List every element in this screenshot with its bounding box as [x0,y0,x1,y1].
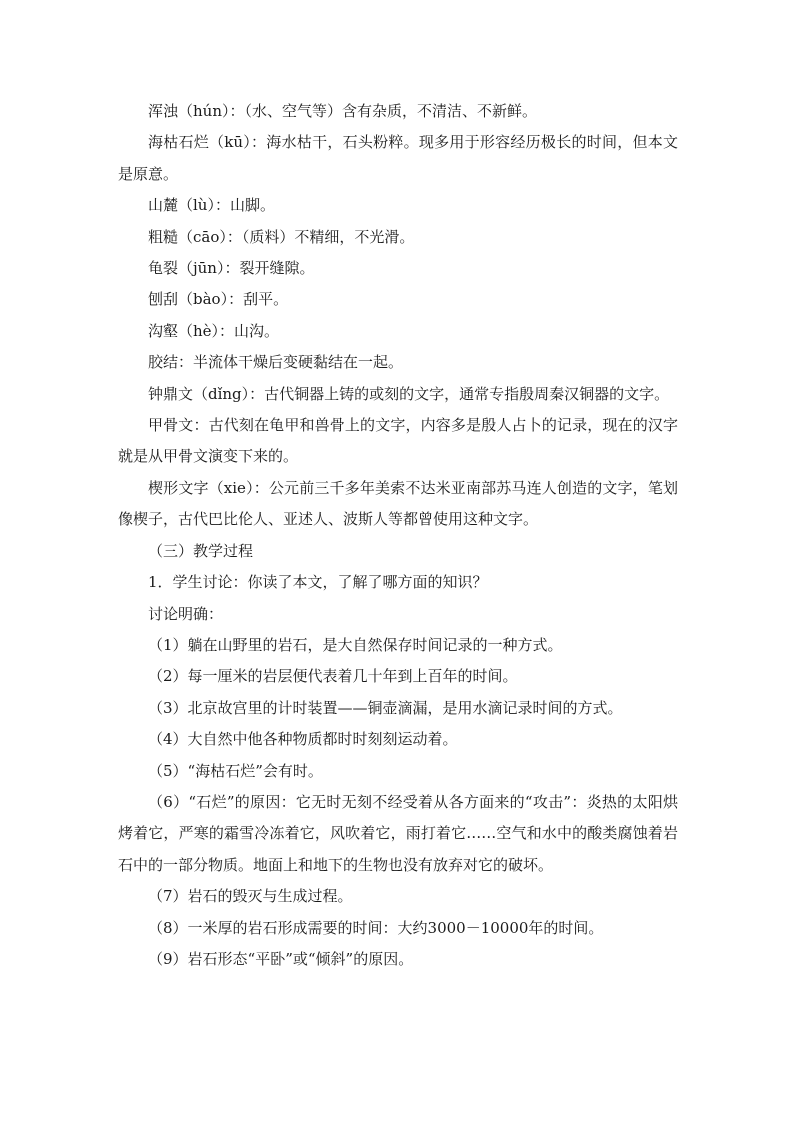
list-item-9: （9）岩石形态“平卧”或“倾斜”的原因。 [148,949,414,968]
list-item-2: （2）每一厘米的岩层便代表着几十年到上百年的时间。 [148,667,518,686]
discussion-question: 1．学生讨论：你读了本文，了解了哪方面的知识？ [148,573,488,592]
document-page [118,96,678,975]
discussion-clarify-label: 讨论明确： [148,604,224,623]
section-heading-teaching-process: （三）教学过程 [148,541,254,560]
list-item-8: （8）一米厚的岩石形成需要的时间：大约3000－10000年的时间。 [148,918,604,937]
term-gouhe: 沟壑（hè）：山沟。 [148,321,280,340]
term-jiaojie: 胶结：半流体干燥后变硬黏结在一起。 [148,353,404,372]
list-item-1: （1）躺在山野里的岩石，是大自然保存时间记录的一种方式。 [148,635,563,654]
term-hunzhuo: 浑浊（hún）：（水、空气等）含有杂质，不清洁、不新鲜。 [148,102,537,120]
term-shanlu: 山麓（lù）：山脚。 [148,196,275,215]
list-item-7: （7）岩石的毁灭与生成过程。 [148,887,353,906]
term-cucao: 粗糙（cāo）：（质料）不精细，不光滑。 [148,227,415,246]
term-zhongdingwen: 钟鼎文（dǐng）：古代铜器上铸的或刻的文字，通常专指殷周秦汉铜器的文字。 [148,384,670,403]
term-xiexingwenzi: 楔形文字（xie）：公元前三千多年美索不达米亚南部苏马连人创造的文字，笔划像楔子，古代巴比伦人、亚述人、波斯人等都曾使用这种文字。 [118,478,678,529]
list-item-4: （4）大自然中他各种物质都时时刻刻运动着。 [148,730,458,749]
term-junlie: 龟裂（jūn）：裂开缝隙。 [148,259,315,278]
list-item-6: （6）“石烂”的原因：它无时无刻不经受着从各方面来的“攻击”：炎热的太阳烘烤着它，严寒的霜雪冷冻着它，风吹着它，雨打着它……空气和水中的酸类腐蚀着岩石中的一部分物质。地面上和地下的生物也没有放弃对它的破坏。 [118,792,678,874]
term-baogua: 刨刮（bào）：刮平。 [148,290,289,309]
term-jiaguwen: 甲骨文：古代刻在龟甲和兽骨上的文字，内容多是殷人占卜的记录，现在的汉字就是从甲骨文演变下来的。 [118,416,678,466]
list-item-5: （5）“海枯石烂”会有时。 [148,761,323,780]
list-item-3: （3）北京故宫里的计时装置——铜壶滴漏，是用水滴记录时间的方式。 [148,698,623,717]
term-haikushilan: 海枯石烂（kū）：海水枯干，石头粉粹。现多用于形容经历极长的时间，但本文是原意。 [118,133,678,183]
